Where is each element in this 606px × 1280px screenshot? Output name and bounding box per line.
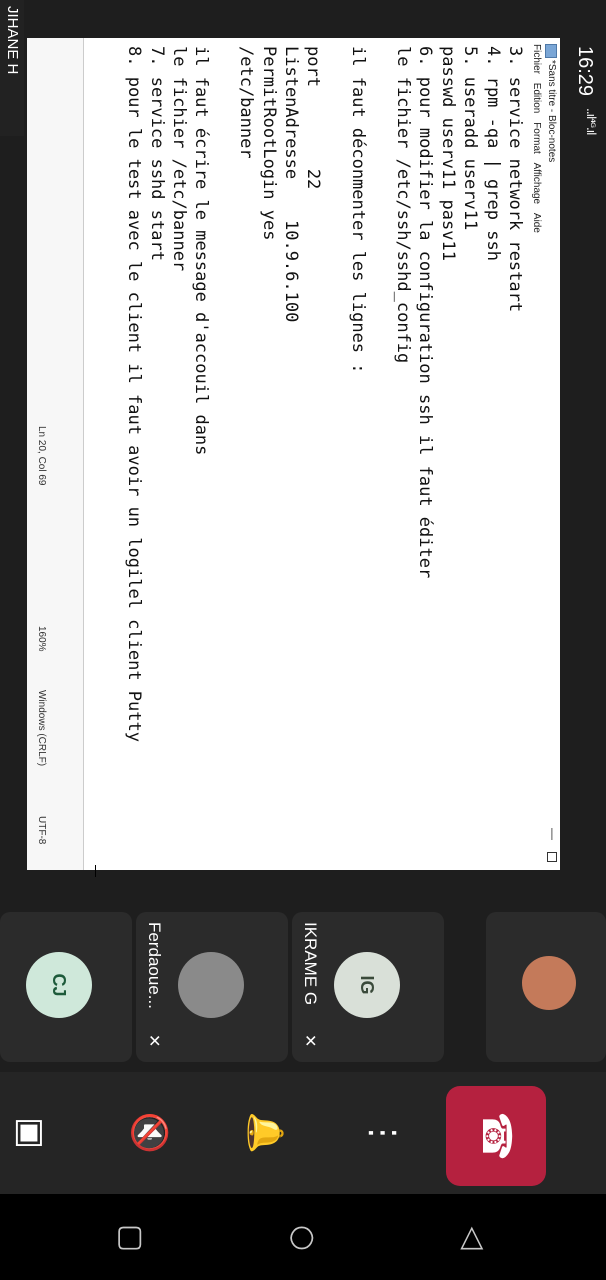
minimize-button[interactable]: — bbox=[546, 828, 560, 840]
android-nav-bar bbox=[0, 1194, 606, 1280]
line-ending: Windows (CRLF) bbox=[36, 690, 47, 767]
menu-file[interactable]: Fichier bbox=[531, 44, 542, 75]
mic-off-icon: ✕ bbox=[301, 1034, 320, 1048]
editor-line: 5. useradd userv11 bbox=[460, 46, 481, 231]
editor-line: /etc/banner bbox=[236, 46, 257, 159]
maximize-button[interactable] bbox=[547, 852, 557, 862]
end-call-icon: ☎ bbox=[473, 1111, 519, 1161]
editor-line: 3. service network restart bbox=[505, 46, 525, 313]
participant-tile[interactable] bbox=[0, 912, 132, 1062]
editor-line: 4. rpm -qa | grep ssh bbox=[482, 46, 503, 261]
notepad-icon bbox=[545, 44, 557, 58]
editor-line: 8. pour le test avec le client il faut avoir un logilel client Putty bbox=[124, 46, 145, 742]
cursor-position: Ln 20, Col 69 bbox=[36, 426, 47, 486]
editor-line: passwd userv11 pasv11 bbox=[437, 46, 458, 261]
window-title: *Sans titre - Bloc-notes bbox=[546, 60, 557, 163]
notepad-window bbox=[28, 38, 560, 870]
call-controls bbox=[0, 1072, 606, 1194]
avatar: CJ bbox=[26, 952, 92, 1018]
editor-line: il faut écrire le message d'accouil dans bbox=[191, 46, 212, 456]
menu-edit[interactable]: Edition bbox=[531, 82, 542, 114]
editor-line: le fichier /etc/banner bbox=[169, 46, 189, 272]
self-view-tile[interactable] bbox=[486, 912, 606, 1062]
zoom-level: 160% bbox=[36, 626, 47, 652]
avatar: IG bbox=[334, 952, 400, 1018]
avatar bbox=[522, 956, 576, 1010]
mic-toggle-button[interactable] bbox=[122, 1106, 176, 1160]
mic-off-icon: 🔇 bbox=[129, 1111, 169, 1155]
signal-icon: ..ıl⁴ᴳ.ıl bbox=[584, 108, 598, 135]
participant-name: IKRAME G bbox=[301, 922, 320, 1006]
text-editor[interactable] bbox=[84, 38, 526, 870]
recents-icon[interactable]: ▢ bbox=[114, 1223, 150, 1253]
speaker-button[interactable] bbox=[238, 1106, 292, 1160]
menu-help[interactable]: Aide bbox=[531, 212, 542, 233]
more-options-button[interactable] bbox=[356, 1106, 410, 1160]
end-call-button[interactable] bbox=[446, 1086, 546, 1186]
participant-name: Ferdaoue... bbox=[145, 922, 164, 1009]
encoding: UTF-8 bbox=[36, 816, 47, 845]
more-options-icon: ⋮ bbox=[363, 1116, 403, 1150]
participant-tile[interactable] bbox=[136, 912, 288, 1062]
back-icon[interactable]: ◁ bbox=[456, 1226, 492, 1250]
menu-view[interactable]: Affichage bbox=[531, 162, 542, 205]
menu-bar bbox=[526, 38, 542, 870]
editor-line: PermitRootLogin yes bbox=[258, 46, 279, 241]
camera-off-icon: ▣ bbox=[11, 1116, 51, 1150]
editor-line: 6. pour modifier la configuration ssh il faut éditer bbox=[415, 46, 436, 579]
text-caret bbox=[95, 865, 96, 877]
avatar bbox=[178, 952, 244, 1018]
editor-line: le fichier /etc/ssh/sshd_config bbox=[393, 46, 413, 364]
participant-tile[interactable] bbox=[292, 912, 444, 1062]
editor-line: ListenAdresse 10.9.6.100 bbox=[281, 46, 301, 323]
clock: 16:29 bbox=[574, 46, 596, 97]
mic-off-icon: ✕ bbox=[145, 1034, 164, 1048]
editor-line: 7. service sshd start bbox=[146, 46, 167, 261]
editor-line: il faut déconmenter les lignes : bbox=[348, 46, 369, 374]
presenter-name: JIHANE H bbox=[0, 0, 24, 136]
home-icon[interactable]: ○ bbox=[286, 1224, 322, 1252]
camera-toggle-button[interactable] bbox=[4, 1106, 58, 1160]
editor-line: port 22 bbox=[303, 46, 324, 190]
speaker-icon: 🔔 bbox=[245, 1111, 285, 1155]
window-titlebar bbox=[542, 38, 560, 870]
notepad-status-bar bbox=[27, 38, 84, 870]
menu-format[interactable]: Format bbox=[531, 122, 542, 154]
